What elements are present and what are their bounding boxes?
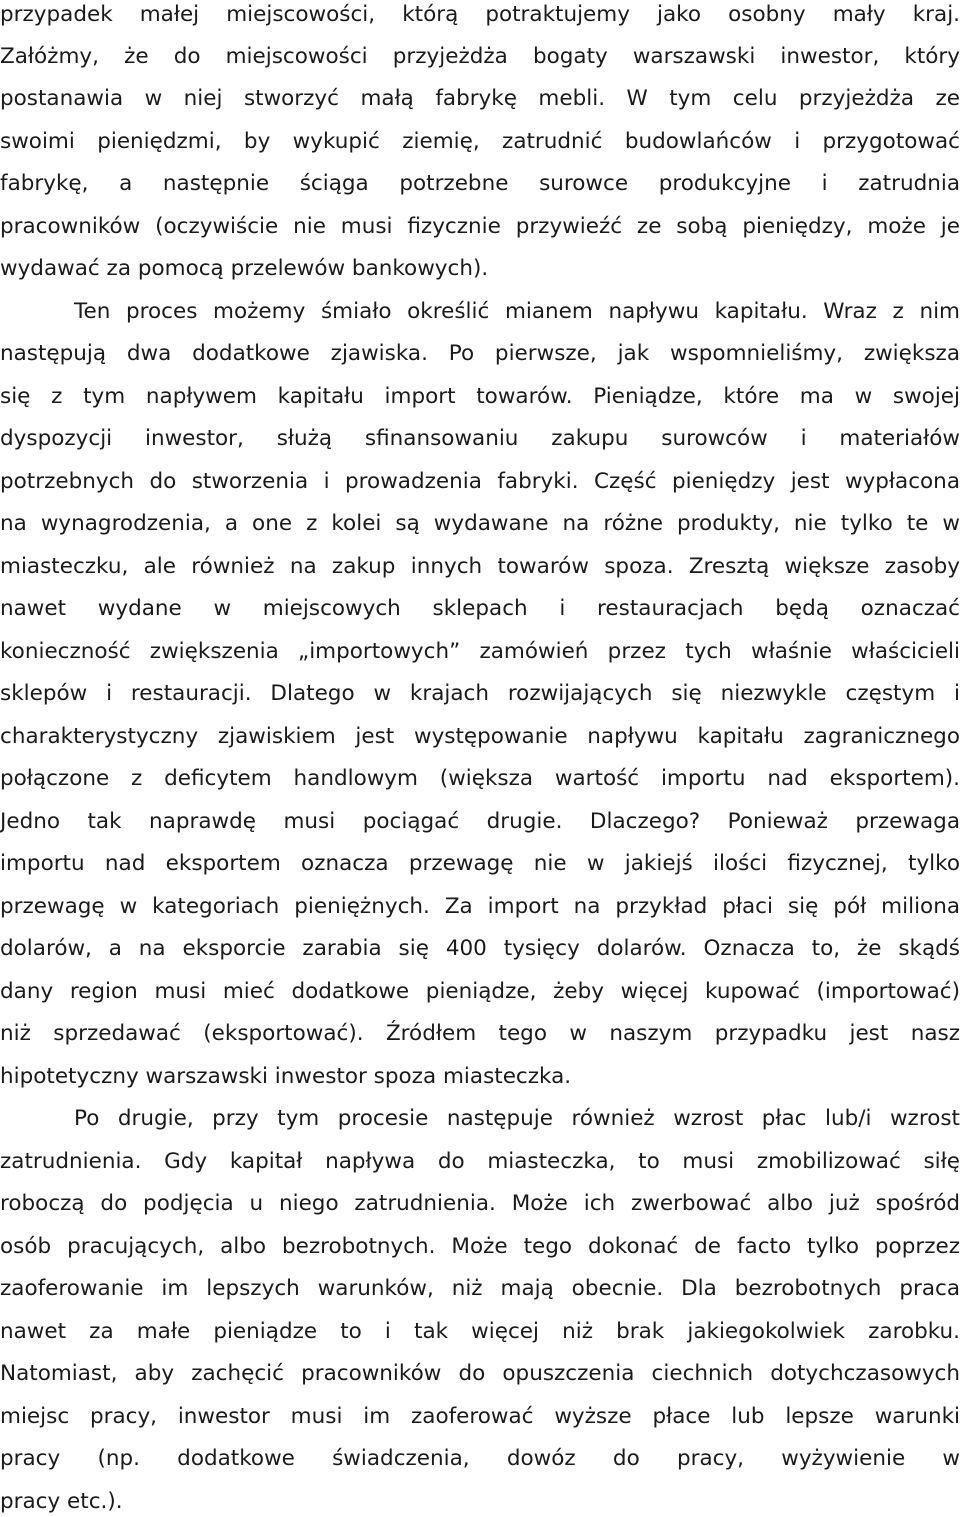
text-line: konieczność zwiększenia „importowych” zamówień przez tych właśnie właścicieli <box>0 639 960 664</box>
text-line: dany region musi mieć dodatkowe pieniądze, żeby więcej kupować (importować) <box>0 979 960 1004</box>
text-line: swoimi pieniędzmi, by wykupić ziemię, zatrudnić budowlańców i przygotować <box>0 129 960 154</box>
text-line: dolarów, a na eksporcie zarabia się 400 tysięcy dolarów. Oznacza to, że skądś <box>0 936 960 961</box>
text-line: pracy etc.). <box>0 1489 123 1514</box>
text-line: dyspozycji inwestor, służą sfinansowaniu zakupu surowców i materiałów <box>0 426 960 451</box>
text-line: sklepów i restauracji. Dlatego w krajach rozwijających się niezwykle częstym i <box>0 681 960 706</box>
text-line: fabrykę, a następnie ściąga potrzebne surowce produkcyjne i zatrudnia <box>0 171 960 196</box>
text-line: roboczą do podjęcia u niego zatrudnienia. Może ich zwerbować albo już spośród <box>0 1191 960 1216</box>
text-line: postanawia w niej stworzyć małą fabrykę mebli. W tym celu przyjeżdża ze <box>0 86 960 111</box>
text-line: zaoferowanie im lepszych warunków, niż mają obecnie. Dla bezrobotnych praca <box>0 1276 960 1301</box>
text-line: Ten proces możemy śmiało określić mianem napływu kapitału. Wraz z nim <box>74 299 960 324</box>
text-line: potrzebnych do stworzenia i prowadzenia fabryki. Część pieniędzy jest wypłacona <box>0 469 960 494</box>
text-line: Po drugie, przy tym procesie następuje również wzrost płac lub/i wzrost <box>74 1106 960 1131</box>
text-line: wydawać za pomocą przelewów bankowych). <box>0 256 489 281</box>
text-line: niż sprzedawać (eksportować). Źródłem tego w naszym przypadku jest nasz <box>0 1021 960 1046</box>
text-line: charakterystyczny zjawiskiem jest występowanie napływu kapitału zagranicznego <box>0 724 960 749</box>
text-line: na wynagrodzenia, a one z kolei są wydawane na różne produkty, nie tylko te w <box>0 511 960 536</box>
text-line: następują dwa dodatkowe zjawiska. Po pierwsze, jak wspomnieliśmy, zwiększa <box>0 341 960 366</box>
text-line: hipotetyczny warszawski inwestor spoza miasteczka. <box>0 1064 572 1089</box>
text-line: się z tym napływem kapitału import towarów. Pieniądze, które ma w swojej <box>0 384 960 409</box>
text-line: Natomiast, aby zachęcić pracowników do opuszczenia ciechnich dotychczasowych <box>0 1361 960 1386</box>
text-line: przypadek małej miejscowości, którą potraktujemy jako osobny mały kraj. <box>0 2 960 27</box>
text-line: nawet wydane w miejscowych sklepach i restauracjach będą oznaczać <box>0 596 960 621</box>
text-line: zatrudnienia. Gdy kapitał napływa do miasteczka, to musi zmobilizować siłę <box>0 1149 960 1174</box>
text-line: połączone z deficytem handlowym (większa wartość importu nad eksportem). <box>0 766 960 791</box>
text-line: miasteczku, ale również na zakup innych towarów spoza. Zresztą większe zasoby <box>0 554 960 579</box>
text-line: osób pracujących, albo bezrobotnych. Może tego dokonać de facto tylko poprzez <box>0 1234 960 1259</box>
text-line: Załóżmy, że do miejscowości przyjeżdża bogaty warszawski inwestor, który <box>0 44 960 69</box>
text-line: miejsc pracy, inwestor musi im zaoferować wyższe płace lub lepsze warunki <box>0 1404 960 1429</box>
text-line: importu nad eksportem oznacza przewagę nie w jakiejś ilości fizycznej, tylko <box>0 851 960 876</box>
text-line: pracy (np. dodatkowe świadczenia, dowóz do pracy, wyżywienie w <box>0 1446 960 1471</box>
text-line: Jedno tak naprawdę musi pociągać drugie. Dlaczego? Ponieważ przewaga <box>0 809 960 834</box>
text-line: przewagę w kategoriach pieniężnych. Za import na przykład płaci się pół miliona <box>0 894 960 919</box>
text-line: pracowników (oczywiście nie musi fizycznie przywieźć ze sobą pieniędzy, może je <box>0 214 960 239</box>
text-line: nawet za małe pieniądze to i tak więcej niż brak jakiegokolwiek zarobku. <box>0 1319 960 1344</box>
